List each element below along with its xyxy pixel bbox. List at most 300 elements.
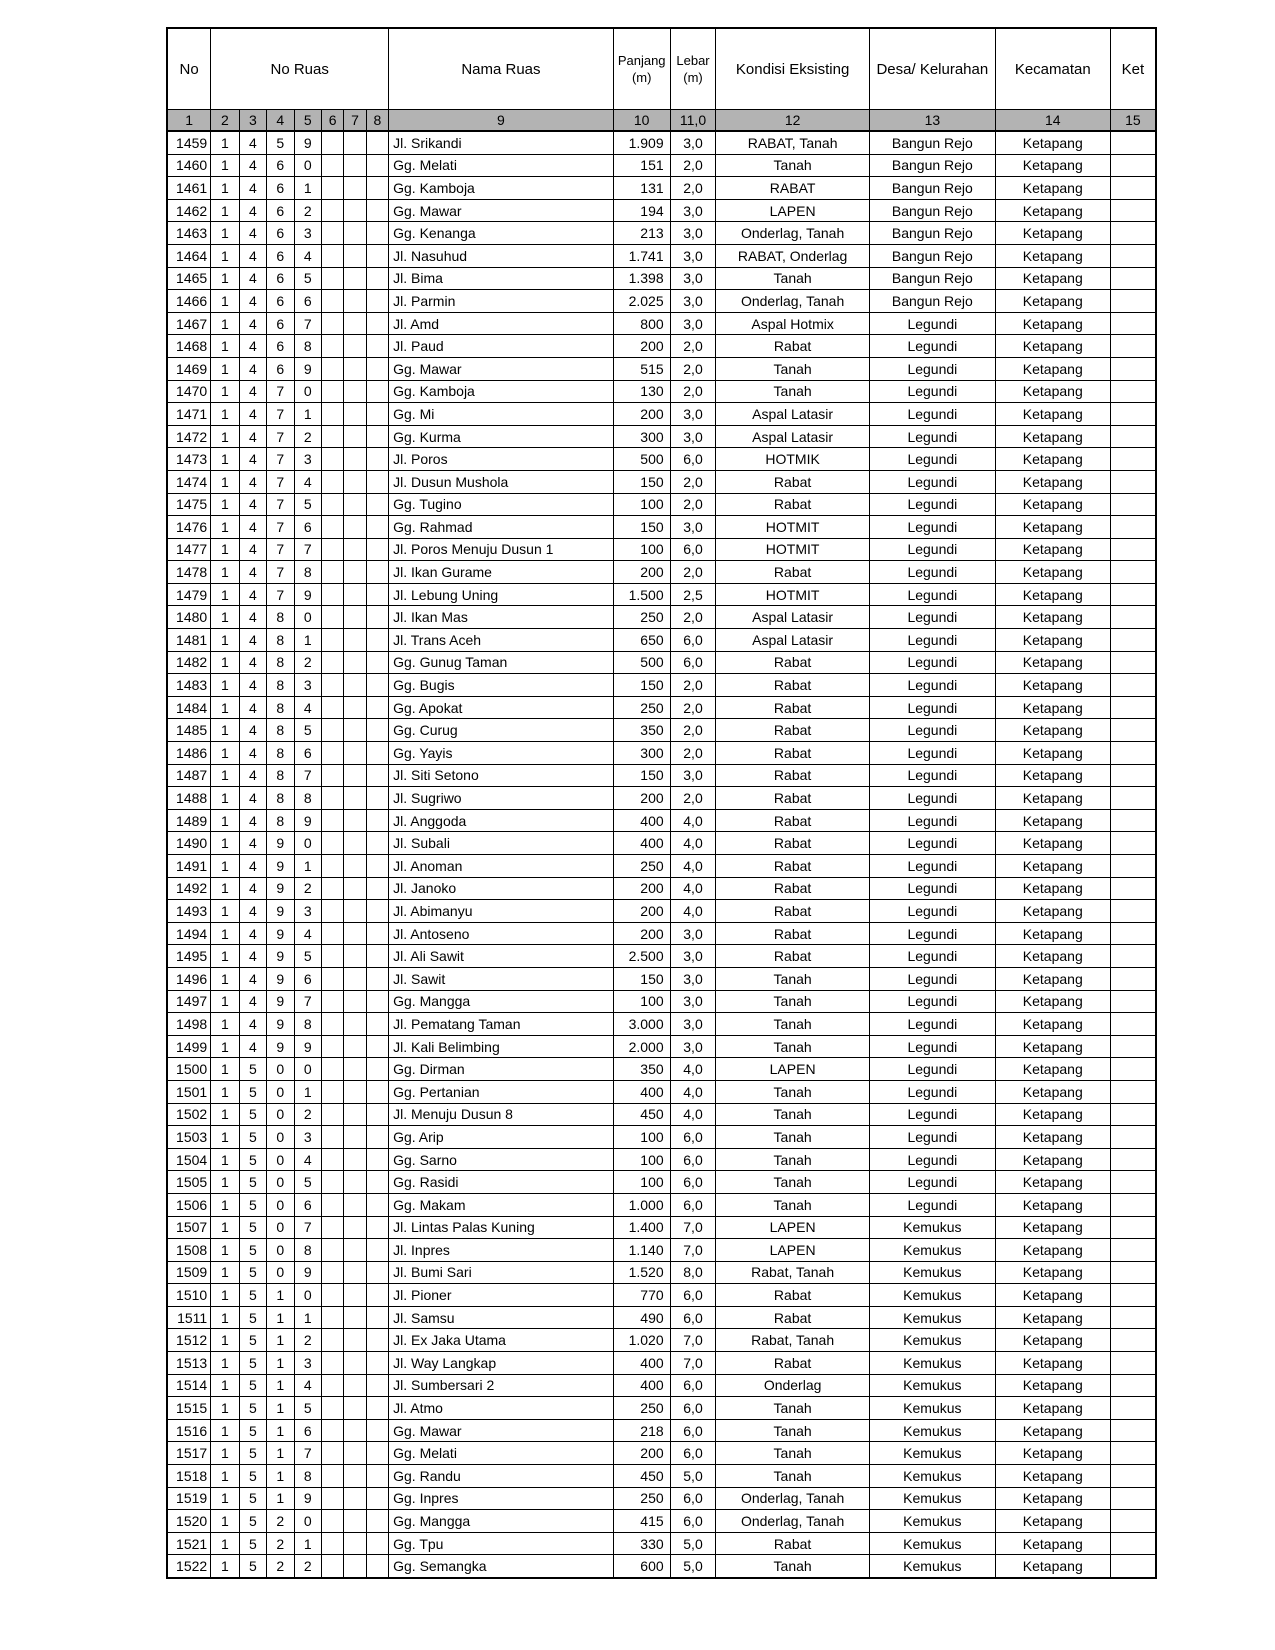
ruas-digit-6 [344,1035,366,1058]
row-no: 1487 [167,764,211,787]
ruas-digit-5 [321,787,343,810]
ruas-digit-1: 1 [211,855,239,878]
column-number: 5 [294,110,321,132]
ruas-digit-2: 4 [239,696,266,719]
ruas-digit-4: 3 [294,222,321,245]
ruas-digit-4: 8 [294,1239,321,1262]
ruas-condition: HOTMIT [716,538,869,561]
ruas-digit-3: 6 [267,177,294,200]
ruas-digit-6 [344,967,366,990]
ruas-digit-2: 4 [239,380,266,403]
ruas-name: Jl. Atmo [389,1397,614,1420]
ruas-digit-2: 5 [239,1352,266,1375]
ruas-digit-6 [344,448,366,471]
ruas-digit-3: 9 [267,945,294,968]
table-row [167,1465,1156,1488]
table-row [167,131,1156,154]
ruas-district: Ketapang [995,742,1110,765]
ruas-digit-1: 1 [211,1329,239,1352]
ruas-name: Gg. Sarno [389,1148,614,1171]
ruas-digit-1: 1 [211,561,239,584]
ruas-digit-5 [321,967,343,990]
row-no: 1472 [167,425,211,448]
ruas-digit-7 [366,357,388,380]
ruas-district: Ketapang [995,199,1110,222]
ruas-note [1110,809,1156,832]
ruas-width: 2,5 [670,583,716,606]
ruas-digit-6 [344,719,366,742]
column-number: 6 [321,110,343,132]
ruas-digit-7 [366,832,388,855]
ruas-village: Legundi [869,1035,995,1058]
header-kondisi: Kondisi Eksisting [716,28,869,110]
table-row [167,1058,1156,1081]
ruas-width: 3,0 [670,516,716,539]
ruas-digit-7 [366,1555,388,1578]
row-no: 1509 [167,1261,211,1284]
ruas-district: Ketapang [995,244,1110,267]
table-row [167,403,1156,426]
ruas-name: Jl. Anggoda [389,809,614,832]
ruas-digit-5 [321,1103,343,1126]
ruas-digit-3: 1 [267,1487,294,1510]
ruas-note [1110,199,1156,222]
ruas-note [1110,1239,1156,1262]
ruas-width: 4,0 [670,1080,716,1103]
ruas-digit-3: 8 [267,764,294,787]
ruas-condition: Tanah [716,1397,869,1420]
ruas-digit-5 [321,629,343,652]
ruas-digit-1: 1 [211,809,239,832]
ruas-digit-4: 5 [294,493,321,516]
ruas-district: Ketapang [995,1465,1110,1488]
table-row [167,1555,1156,1578]
ruas-length: 400 [613,809,670,832]
ruas-length: 2.025 [613,290,670,313]
ruas-name: Jl. Inpres [389,1239,614,1262]
ruas-digit-1: 1 [211,1352,239,1375]
ruas-width: 3,0 [670,312,716,335]
table-row [167,177,1156,200]
row-no: 1514 [167,1374,211,1397]
ruas-district: Ketapang [995,945,1110,968]
ruas-condition: Tanah [716,357,869,380]
ruas-village: Legundi [869,538,995,561]
ruas-village: Legundi [869,380,995,403]
ruas-note [1110,583,1156,606]
table-row [167,561,1156,584]
ruas-digit-7 [366,922,388,945]
row-no: 1488 [167,787,211,810]
ruas-note [1110,425,1156,448]
ruas-digit-3: 8 [267,696,294,719]
ruas-digit-3: 6 [267,290,294,313]
row-no: 1513 [167,1352,211,1375]
ruas-digit-4: 1 [294,629,321,652]
ruas-district: Ketapang [995,538,1110,561]
table-row [167,1442,1156,1465]
ruas-digit-6 [344,1329,366,1352]
ruas-condition: Onderlag, Tanah [716,290,869,313]
row-no: 1460 [167,154,211,177]
ruas-district: Ketapang [995,583,1110,606]
ruas-length: 100 [613,1148,670,1171]
ruas-district: Ketapang [995,1442,1110,1465]
ruas-digit-1: 1 [211,267,239,290]
ruas-digit-6 [344,922,366,945]
ruas-condition: Tanah [716,1103,869,1126]
ruas-district: Ketapang [995,131,1110,154]
row-no: 1520 [167,1510,211,1533]
ruas-village: Bangun Rejo [869,290,995,313]
ruas-digit-5 [321,696,343,719]
ruas-digit-7 [366,1419,388,1442]
ruas-note [1110,651,1156,674]
ruas-village: Legundi [869,674,995,697]
ruas-name: Jl. Bumi Sari [389,1261,614,1284]
ruas-name: Jl. Bima [389,267,614,290]
ruas-digit-5 [321,1171,343,1194]
ruas-width: 3,0 [670,131,716,154]
ruas-digit-2: 4 [239,357,266,380]
ruas-width: 2,0 [670,674,716,697]
ruas-digit-2: 4 [239,561,266,584]
ruas-length: 150 [613,674,670,697]
row-no: 1506 [167,1193,211,1216]
ruas-note [1110,1035,1156,1058]
ruas-village: Legundi [869,696,995,719]
ruas-width: 3,0 [670,403,716,426]
ruas-width: 6,0 [670,1419,716,1442]
ruas-digit-2: 4 [239,538,266,561]
ruas-digit-2: 4 [239,764,266,787]
ruas-village: Legundi [869,470,995,493]
ruas-length: 250 [613,1487,670,1510]
row-no: 1467 [167,312,211,335]
ruas-village: Legundi [869,312,995,335]
ruas-village: Legundi [869,1103,995,1126]
ruas-digit-5 [321,764,343,787]
ruas-condition: LAPEN [716,199,869,222]
row-no: 1477 [167,538,211,561]
ruas-length: 1.000 [613,1193,670,1216]
table-row [167,1216,1156,1239]
ruas-digit-2: 5 [239,1148,266,1171]
row-no: 1519 [167,1487,211,1510]
row-no: 1462 [167,199,211,222]
ruas-digit-1: 1 [211,1058,239,1081]
ruas-digit-7 [366,787,388,810]
ruas-note [1110,154,1156,177]
ruas-condition: Tanah [716,267,869,290]
ruas-note [1110,1080,1156,1103]
ruas-digit-5 [321,719,343,742]
column-number: 11,0 [670,110,716,132]
ruas-length: 450 [613,1103,670,1126]
ruas-district: Ketapang [995,809,1110,832]
ruas-village: Legundi [869,787,995,810]
ruas-note [1110,1374,1156,1397]
ruas-condition: Rabat [716,651,869,674]
ruas-digit-2: 4 [239,674,266,697]
ruas-digit-5 [321,1352,343,1375]
row-no: 1485 [167,719,211,742]
ruas-condition: Aspal Latasir [716,629,869,652]
ruas-width: 6,0 [670,1284,716,1307]
ruas-width: 3,0 [670,764,716,787]
ruas-length: 151 [613,154,670,177]
ruas-note [1110,177,1156,200]
ruas-digit-5 [321,1216,343,1239]
table-row [167,1103,1156,1126]
ruas-village: Legundi [869,561,995,584]
ruas-village: Legundi [869,719,995,742]
ruas-name: Gg. Kamboja [389,177,614,200]
ruas-width: 2,0 [670,561,716,584]
ruas-digit-3: 2 [267,1555,294,1578]
ruas-digit-1: 1 [211,877,239,900]
ruas-digit-1: 1 [211,674,239,697]
row-no: 1484 [167,696,211,719]
row-no: 1463 [167,222,211,245]
ruas-village: Legundi [869,1148,995,1171]
ruas-name: Jl. Lintas Palas Kuning [389,1216,614,1239]
ruas-digit-1: 1 [211,448,239,471]
ruas-width: 7,0 [670,1216,716,1239]
ruas-digit-5 [321,1532,343,1555]
ruas-note [1110,561,1156,584]
ruas-condition: Tanah [716,1126,869,1149]
ruas-digit-1: 1 [211,1080,239,1103]
ruas-length: 200 [613,1442,670,1465]
ruas-name: Gg. Tpu [389,1532,614,1555]
ruas-length: 330 [613,1532,670,1555]
ruas-village: Legundi [869,1058,995,1081]
ruas-digit-5 [321,900,343,923]
ruas-note [1110,945,1156,968]
row-no: 1499 [167,1035,211,1058]
column-number: 9 [389,110,614,132]
ruas-length: 350 [613,1058,670,1081]
ruas-digit-6 [344,1374,366,1397]
row-no: 1461 [167,177,211,200]
table-row [167,1419,1156,1442]
ruas-length: 250 [613,1397,670,1420]
ruas-digit-6 [344,403,366,426]
ruas-digit-7 [366,583,388,606]
ruas-digit-4: 8 [294,1013,321,1036]
column-number-row [167,110,1156,132]
ruas-village: Legundi [869,606,995,629]
table-row [167,470,1156,493]
table-row [167,1329,1156,1352]
table-row [167,1013,1156,1036]
ruas-condition: Rabat [716,493,869,516]
ruas-name: Jl. Subali [389,832,614,855]
row-no: 1470 [167,380,211,403]
ruas-length: 1.398 [613,267,670,290]
ruas-condition: RABAT, Onderlag [716,244,869,267]
ruas-condition: Tanah [716,1080,869,1103]
ruas-width: 4,0 [670,832,716,855]
ruas-condition: Rabat [716,742,869,765]
ruas-width: 3,0 [670,222,716,245]
ruas-digit-3: 1 [267,1442,294,1465]
ruas-village: Legundi [869,945,995,968]
ruas-digit-3: 0 [267,1193,294,1216]
ruas-digit-2: 5 [239,1487,266,1510]
ruas-condition: Rabat [716,719,869,742]
column-number: 14 [995,110,1110,132]
ruas-condition: HOTMIK [716,448,869,471]
ruas-village: Legundi [869,764,995,787]
ruas-village: Legundi [869,967,995,990]
ruas-digit-5 [321,809,343,832]
ruas-condition: Rabat [716,1532,869,1555]
ruas-district: Ketapang [995,357,1110,380]
ruas-district: Ketapang [995,922,1110,945]
ruas-name: Gg. Mangga [389,990,614,1013]
ruas-digit-3: 1 [267,1306,294,1329]
ruas-digit-5 [321,1284,343,1307]
ruas-district: Ketapang [995,335,1110,358]
ruas-length: 1.020 [613,1329,670,1352]
ruas-village: Kemukus [869,1419,995,1442]
ruas-digit-4: 5 [294,1171,321,1194]
ruas-digit-7 [366,855,388,878]
ruas-village: Legundi [869,493,995,516]
ruas-digit-4: 6 [294,1193,321,1216]
ruas-name: Jl. Siti Setono [389,764,614,787]
ruas-note [1110,1532,1156,1555]
ruas-length: 100 [613,493,670,516]
ruas-width: 5,0 [670,1532,716,1555]
table-row [167,380,1156,403]
ruas-digit-2: 5 [239,1103,266,1126]
ruas-village: Legundi [869,357,995,380]
ruas-digit-7 [366,1397,388,1420]
table-row [167,674,1156,697]
ruas-digit-6 [344,855,366,878]
ruas-length: 300 [613,425,670,448]
ruas-name: Jl. Srikandi [389,131,614,154]
ruas-digit-1: 1 [211,244,239,267]
ruas-digit-5 [321,1465,343,1488]
row-no: 1512 [167,1329,211,1352]
ruas-name: Gg. Mangga [389,1510,614,1533]
ruas-width: 4,0 [670,877,716,900]
header-panjang [613,28,670,110]
ruas-digit-6 [344,290,366,313]
row-no: 1507 [167,1216,211,1239]
ruas-length: 200 [613,403,670,426]
ruas-digit-2: 4 [239,787,266,810]
table-row [167,448,1156,471]
ruas-note [1110,967,1156,990]
ruas-village: Kemukus [869,1216,995,1239]
table-row [167,900,1156,923]
header-no-ruas: No Ruas [211,28,389,110]
ruas-name: Gg. Mi [389,403,614,426]
ruas-length: 770 [613,1284,670,1307]
ruas-digit-3: 9 [267,1035,294,1058]
ruas-district: Ketapang [995,380,1110,403]
ruas-digit-4: 7 [294,1442,321,1465]
ruas-district: Ketapang [995,719,1110,742]
row-no: 1491 [167,855,211,878]
ruas-digit-6 [344,1171,366,1194]
ruas-digit-3: 2 [267,1510,294,1533]
ruas-digit-4: 7 [294,764,321,787]
ruas-digit-4: 8 [294,787,321,810]
ruas-width: 6,0 [670,629,716,652]
ruas-village: Legundi [869,809,995,832]
ruas-digit-6 [344,516,366,539]
ruas-width: 6,0 [670,538,716,561]
ruas-village: Bangun Rejo [869,154,995,177]
ruas-digit-2: 5 [239,1126,266,1149]
ruas-digit-4: 3 [294,448,321,471]
ruas-digit-7 [366,199,388,222]
ruas-digit-7 [366,1465,388,1488]
ruas-digit-2: 4 [239,1013,266,1036]
ruas-digit-4: 0 [294,1058,321,1081]
ruas-digit-6 [344,1442,366,1465]
table-row [167,493,1156,516]
ruas-name: Jl. Parmin [389,290,614,313]
ruas-condition: Rabat [716,1284,869,1307]
ruas-digit-4: 9 [294,357,321,380]
ruas-condition: Rabat [716,561,869,584]
ruas-digit-2: 4 [239,719,266,742]
ruas-length: 200 [613,922,670,945]
ruas-width: 6,0 [670,448,716,471]
ruas-district: Ketapang [995,967,1110,990]
ruas-digit-2: 4 [239,335,266,358]
ruas-digit-5 [321,244,343,267]
ruas-digit-4: 0 [294,154,321,177]
ruas-name: Jl. Anoman [389,855,614,878]
ruas-digit-5 [321,357,343,380]
ruas-digit-2: 5 [239,1058,266,1081]
road-data-table [166,27,1157,1579]
ruas-digit-1: 1 [211,1306,239,1329]
ruas-digit-7 [366,1103,388,1126]
ruas-digit-2: 4 [239,154,266,177]
ruas-digit-5 [321,1306,343,1329]
ruas-name: Jl. Sumbersari 2 [389,1374,614,1397]
ruas-condition: Aspal Latasir [716,606,869,629]
ruas-note [1110,787,1156,810]
row-no: 1497 [167,990,211,1013]
row-no: 1511 [167,1306,211,1329]
ruas-condition: Tanah [716,1419,869,1442]
ruas-digit-5 [321,1126,343,1149]
ruas-digit-7 [366,1352,388,1375]
ruas-district: Ketapang [995,1419,1110,1442]
ruas-district: Ketapang [995,606,1110,629]
ruas-name: Gg. Yayis [389,742,614,765]
row-no: 1508 [167,1239,211,1262]
ruas-name: Jl. Dusun Mushola [389,470,614,493]
ruas-digit-3: 8 [267,787,294,810]
ruas-digit-2: 4 [239,832,266,855]
ruas-digit-3: 5 [267,131,294,154]
ruas-digit-5 [321,1035,343,1058]
ruas-condition: Tanah [716,1148,869,1171]
ruas-note [1110,516,1156,539]
ruas-name: Jl. Pematang Taman [389,1013,614,1036]
